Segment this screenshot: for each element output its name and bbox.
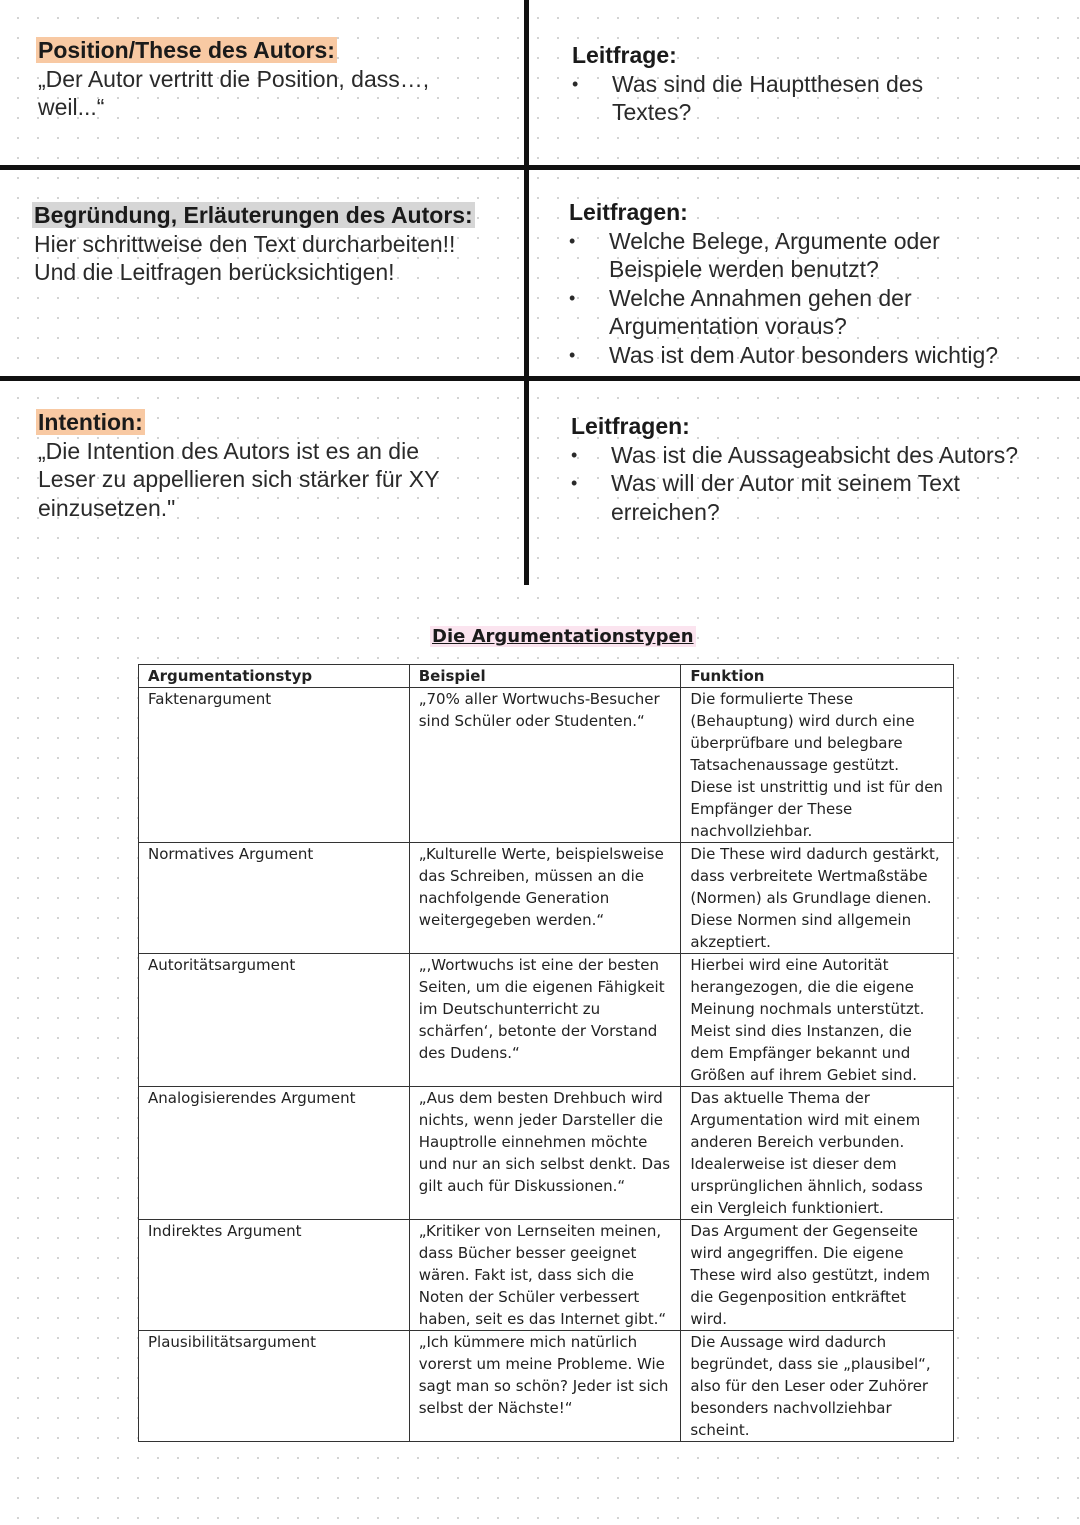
horizontal-divider-1 xyxy=(0,165,1080,170)
cell-function: Hierbei wird eine Autorität herangezogen, die die eigene Meinung nochmals unterstützt. Meist sind dies Instanzen, die dem Empfänger bekannt und Größen auf ihrem Gebiet sind. xyxy=(681,954,954,1087)
cell-type: Analogisierendes Argument xyxy=(139,1087,410,1220)
cell-function: Die formulierte These (Behauptung) wird durch eine überprüfbare und belegbare Tatsachenaussage gestützt. Diese ist unstrittig und ist für den Empfänger der These nachvollziehbar. xyxy=(681,688,954,843)
table-row xyxy=(139,1220,954,1331)
position-text: „Der Autor vertritt die Position, dass…, weil...“ xyxy=(38,65,430,120)
cell-type: Faktenargument xyxy=(139,688,410,843)
cell-example: „Kulturelle Werte, beispielsweise das Schreiben, müssen an die nachfolgende Generation weitergegeben werden.“ xyxy=(409,843,681,954)
cell-type: Autoritätsargument xyxy=(139,954,410,1087)
cell-function: Das aktuelle Thema der Argumentation wird mit einem anderen Bereich verbunden. Idealerweise ist dieser dem ursprünglichen ähnlich, sodass ein Vergleich funktioniert. xyxy=(681,1087,954,1220)
column-header-function: Funktion xyxy=(681,665,954,688)
cell-function: Die Aussage wird dadurch begründet, dass sie „plausibel“, also für den Leser oder Zuhörer besonders nachvollziehbar scheint. xyxy=(681,1331,954,1442)
leitfragen-list-3 xyxy=(571,441,1051,527)
intention-heading: Intention: xyxy=(38,409,143,435)
table-row xyxy=(139,1087,954,1220)
leitfrage-list-1 xyxy=(572,70,1052,127)
intention-text: „Die Intention des Autors ist es an die Leser zu appellieren sich stärker für XY einzusetzen." xyxy=(38,437,439,521)
table-row xyxy=(139,1331,954,1442)
cell-example: „70% aller Wortwuchs-Besucher sind Schüler oder Studenten.“ xyxy=(409,688,681,843)
cell-example: „Kritiker von Lernseiten meinen, dass Bücher besser geeignet wären. Fakt ist, dass sich die Noten der Schüler verbessert haben, seit es das Internet gibt.“ xyxy=(409,1220,681,1331)
leitfrage-item: • Was ist die Aussageabsicht des Autors? xyxy=(571,441,1051,470)
table-title: Die Argumentationstypen xyxy=(432,626,694,647)
vertical-divider xyxy=(524,0,529,585)
leitfragen-list-2 xyxy=(569,227,1049,370)
leitfrage-item: • Welche Belege, Argumente oder Beispiele werden benutzt? xyxy=(569,227,969,284)
cell-type: Indirektes Argument xyxy=(139,1220,410,1331)
leitfrage-heading-1: Leitfrage: xyxy=(572,42,677,68)
section-position-left xyxy=(38,36,498,122)
cell-type: Normatives Argument xyxy=(139,843,410,954)
section-begruendung-right xyxy=(569,198,1049,369)
leitfrage-item: • Was will der Autor mit seinem Text erreichen? xyxy=(571,469,991,526)
cell-type: Plausibilitätsargument xyxy=(139,1331,410,1442)
leitfrage-item: • Was sind die Hauptthesen des Textes? xyxy=(572,70,942,127)
begruendung-heading: Begründung, Erläuterungen des Autors: xyxy=(34,202,473,228)
column-header-type: Argumentationstyp xyxy=(139,665,410,688)
leitfragen-heading-2: Leitfragen: xyxy=(569,199,688,225)
column-header-example: Beispiel xyxy=(409,665,681,688)
section-begruendung-left xyxy=(34,201,514,287)
begruendung-line-2: Und die Leitfragen berücksichtigen! xyxy=(34,259,395,285)
section-intention-right xyxy=(571,412,1051,526)
leitfragen-heading-3: Leitfragen: xyxy=(571,413,690,439)
section-position-right xyxy=(572,41,1052,127)
horizontal-divider-2 xyxy=(0,376,1080,381)
cell-function: Das Argument der Gegenseite wird angegriffen. Die eigene These wird also gestützt, indem die Gegenposition entkräftet wird. xyxy=(681,1220,954,1331)
leitfrage-item: • Welche Annahmen gehen der Argumentation voraus? xyxy=(569,284,939,341)
cell-example: „Ich kümmere mich natürlich vorerst um meine Probleme. Wie sagt man so schön? Jeder ist sich selbst der Nächste!“ xyxy=(409,1331,681,1442)
cell-function: Die These wird dadurch gestärkt, dass verbreitete Wertmaßstäbe (Normen) als Grundlage dienen. Diese Normen sind allgemein akzeptiert. xyxy=(681,843,954,954)
table-header-row xyxy=(139,665,954,688)
argumentation-types-table xyxy=(138,664,954,1442)
begruendung-line-1: Hier schrittweise den Text durcharbeiten!! xyxy=(34,230,456,257)
position-heading: Position/These des Autors: xyxy=(38,37,335,63)
cell-example: „Aus dem besten Drehbuch wird nichts, wenn jeder Darsteller die Hauptrolle einnehmen möchte und nur an sich selbst denkt. Das gilt auch für Diskussionen.“ xyxy=(409,1087,681,1220)
leitfrage-item: • Was ist dem Autor besonders wichtig? xyxy=(569,341,1049,370)
table-row xyxy=(139,954,954,1087)
table-row xyxy=(139,688,954,843)
table-row xyxy=(139,843,954,954)
cell-example: „‚Wortwuchs ist eine der besten Seiten, um die eigenen Fähigkeit im Deutschunterricht zu schärfen‘, betonte der Vorstand des Dudens.“ xyxy=(409,954,681,1087)
section-intention-left xyxy=(38,408,478,522)
